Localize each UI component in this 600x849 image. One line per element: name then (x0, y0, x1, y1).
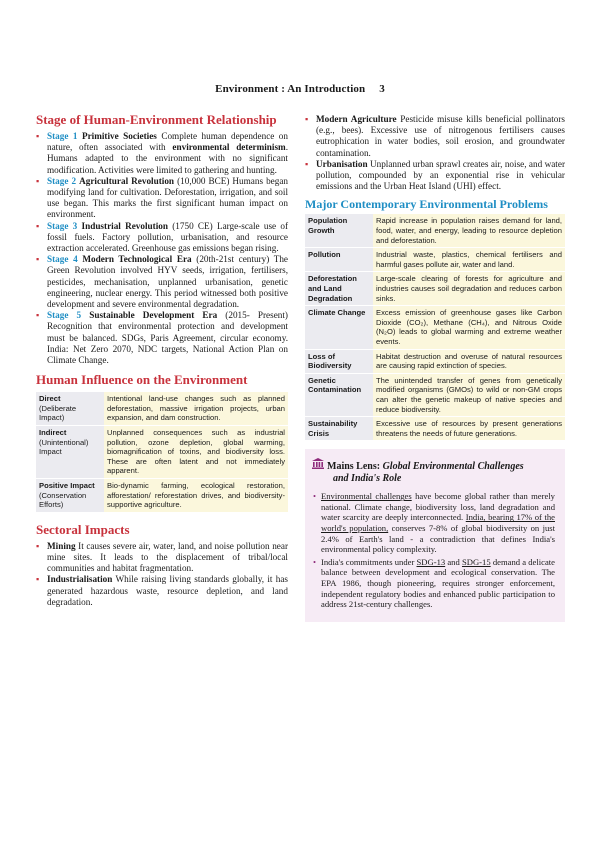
stage-title: Modern Technological Era (82, 254, 192, 265)
influence-heading: Human Influence on the Environment (36, 372, 248, 388)
row-key: Direct (39, 394, 61, 404)
left-column (36, 112, 288, 608)
lens-text: and (445, 556, 462, 567)
sector-text: Unplanned urban sprawl creates air, noise, and water pollution, compounded by an exponential rise in vehicular emissions and the Urban Heat Island (UHI) effect. (316, 158, 565, 192)
table-row (36, 426, 288, 479)
stage-label: Stage 5 (47, 310, 82, 321)
stage-title: Industrial Revolution (81, 220, 168, 231)
stage-item (36, 176, 288, 221)
lens-underline: SDG-13 (416, 556, 446, 567)
sector-item (305, 159, 565, 193)
stage-item (36, 131, 288, 176)
stage-title: Sustainable Development Era (89, 310, 218, 321)
sector-item (305, 114, 565, 159)
running-header (0, 83, 600, 95)
row-key: Positive Impact (39, 481, 95, 491)
stages-list (36, 131, 288, 366)
temple-icon (312, 461, 324, 472)
table-row (305, 373, 565, 416)
stage-text: Complete human dependence on nature, often associated with (47, 131, 288, 153)
problem-value: The unintended transfer of genes from genetically modified organisms (GMOs) to wild or non-GM crops can alter the genetic makeup of native species and reduce biodiversity. (373, 373, 565, 416)
lens-text: India's commitments under (321, 556, 417, 567)
table-row (305, 417, 565, 441)
table-key-cell (36, 392, 104, 425)
sector-title: Urbanisation (316, 158, 368, 169)
table-value-cell: Unplanned consequences such as industrial pollution, ozone depletion, global warming, biomagnification of toxins, and biodiversity loss. These are often latent and not immediately apparent. (104, 426, 288, 479)
table-row (36, 479, 288, 513)
row-key: Indirect (39, 428, 67, 438)
mains-lens-title-b: and India's Role (333, 473, 402, 485)
sector-title: Industrialisation (47, 574, 113, 585)
lens-point (312, 491, 555, 555)
problem-key: Sustainability Crisis (305, 417, 373, 441)
mains-lens-list (312, 491, 555, 610)
problem-value: Excess emission of greenhouse gases like Carbon Dioxide (CO₂), Methane (CH₄), and Nitrous Oxide (N₂O) leads to global warming and extreme weather events. (373, 306, 565, 349)
lens-underline: India, bearing 17% of the world's population, (321, 512, 555, 534)
stage-item (36, 254, 288, 310)
row-key-sub: (Conservation Efforts) (39, 490, 87, 510)
lens-point (312, 557, 555, 610)
sector-item (36, 574, 288, 608)
table-row (305, 272, 565, 306)
problem-value: Habitat destruction and overuse of natural resources are causing rapid extinction of species. (373, 349, 565, 373)
lens-underline: SDG-15 (461, 556, 491, 567)
problem-value: Industrial waste, plastics, chemical fertilisers and harmful gases pollute air, water and land. (373, 248, 565, 272)
lens-text: conserves 7-8% of global biodiversity on just 2.4% of Earth's land - a contradiction that defines India's environmental policy complexity. (321, 523, 555, 555)
stage-item (36, 310, 288, 366)
problems-heading: Major Contemporary Environmental Problems (305, 197, 548, 212)
stage-title: Agricultural Revolution (79, 175, 175, 186)
sectoral-list-continued (305, 114, 565, 192)
table-row (305, 349, 565, 373)
table-value-cell: Intentional land-use changes such as planned deforestation, massive irrigation projects, urban expansion, and dam construction. (104, 392, 288, 425)
stage-label: Stage 1 (47, 131, 78, 141)
stage-label: Stage 2 (47, 175, 77, 186)
table-row (305, 214, 565, 247)
table-key-cell (36, 479, 104, 513)
row-key-sub: (Deliberate Impact) (39, 403, 77, 423)
problem-value: Rapid increase in population raises demand for land, food, water, and energy, leading to resource depletion and deforestation. (373, 214, 565, 247)
mains-lens-label: Mains Lens: (327, 461, 381, 473)
table-row (305, 306, 565, 349)
sector-title: Modern Agriculture (316, 114, 397, 124)
header-title: Environment : An Introduction (215, 83, 366, 95)
problem-key: Pollution (305, 248, 373, 272)
stage-text: . Humans adapted to the environment with no significant modification. Activities were limited to gathering and hunting. (47, 142, 288, 175)
row-key-sub: (Unintentional) Impact (39, 437, 89, 457)
problem-key: Deforestation and Land Degradation (305, 272, 373, 306)
problems-table (305, 214, 565, 441)
page-number: 3 (379, 83, 385, 95)
stages-heading: Stage of Human-Environment Relationship (36, 112, 277, 127)
lens-underline: Environmental challenges (321, 491, 412, 502)
sectoral-heading: Sectoral Impacts (36, 521, 130, 537)
problem-value: Excessive use of resources by present generations threatens the needs of future generations. (373, 417, 565, 441)
lens-text: have become global rather than merely national. Climate change, biodiversity loss, land degradation and water scarcity are deeply interconnected. (321, 491, 555, 523)
stage-bold-term: environmental determinism (172, 142, 286, 153)
stage-item (36, 221, 288, 255)
table-row (305, 248, 565, 272)
problem-key: Climate Change (305, 306, 373, 349)
sectoral-list (36, 541, 288, 608)
mains-lens-box (305, 449, 565, 622)
table-row (36, 392, 288, 425)
problem-key: Population Growth (305, 214, 373, 247)
table-key-cell (36, 426, 104, 479)
stage-text: (10,000 BCE) Humans began modifying land for cultivation. Deforestation, irrigation, and soil use began. This marks the first significant human impact on environment. (47, 175, 289, 220)
table-value-cell: Bio-dynamic farming, ecological restoration, afforestation/ reforestation drives, and biodiversity-supportive agriculture. (104, 479, 288, 513)
right-column (305, 112, 565, 622)
stage-text: (20th-21st century) The Green Revolution involved HYV seeds, irrigation, fertilisers, pesticides, mechanisation, unplanned urbanisation, genetic engineering, nuclear energy. This period witnessed both positive development and severe environmental degradation. (47, 254, 289, 310)
stage-text: (1750 CE) Large-scale use of fossil fuels. Factory pollution, urbanisation, and resource extraction accelerated. Greenhouse gas emissions began rising. (47, 220, 289, 254)
problem-key: Loss of Biodiversity (305, 349, 373, 373)
stage-label: Stage 3 (47, 220, 78, 231)
stage-label: Stage 4 (47, 254, 78, 265)
sector-item (36, 541, 288, 575)
sector-title: Mining (47, 540, 76, 551)
stage-text: (2015- Present) Recognition that environmental protection and development must be balanced. SDGs, Paris Agreement, circular economy. India: Net Zero 2070, NDC targets, National Action Plan on Climate Change. (47, 310, 288, 366)
mains-lens-title-a: Global Environmental Challenges (382, 461, 524, 473)
problem-value: Large-scale clearing of forests for agriculture and industries causes soil degradation and reduces carbon sinks. (373, 272, 565, 306)
lens-text: demand a delicate balance between development and ecological conservation. The EPA 1986, though pioneering, requires stronger enforcement, independent regulatory bodies and enhanced public participation to address 21st-century challenges. (321, 556, 555, 610)
sector-text: Pesticide misuse kills beneficial pollinators (e.g., bees). Excessive use of nitrogenous fertilisers causes eutrophication in water bodies, soil erosion, and groundwater contamination. (316, 114, 565, 158)
sector-text: While raising living standards globally, it has generated hazardous waste, resource depletion, and land degradation. (47, 574, 288, 607)
mains-lens-title (312, 458, 555, 485)
problem-key: Genetic Contamination (305, 373, 373, 416)
stage-title: Primitive Societies (81, 131, 157, 141)
influence-table (36, 392, 288, 513)
sector-text: It causes severe air, water, land, and noise pollution near mine sites. It leads to the displacement of tribal/local communities and habitat fragmentation. (47, 540, 288, 574)
